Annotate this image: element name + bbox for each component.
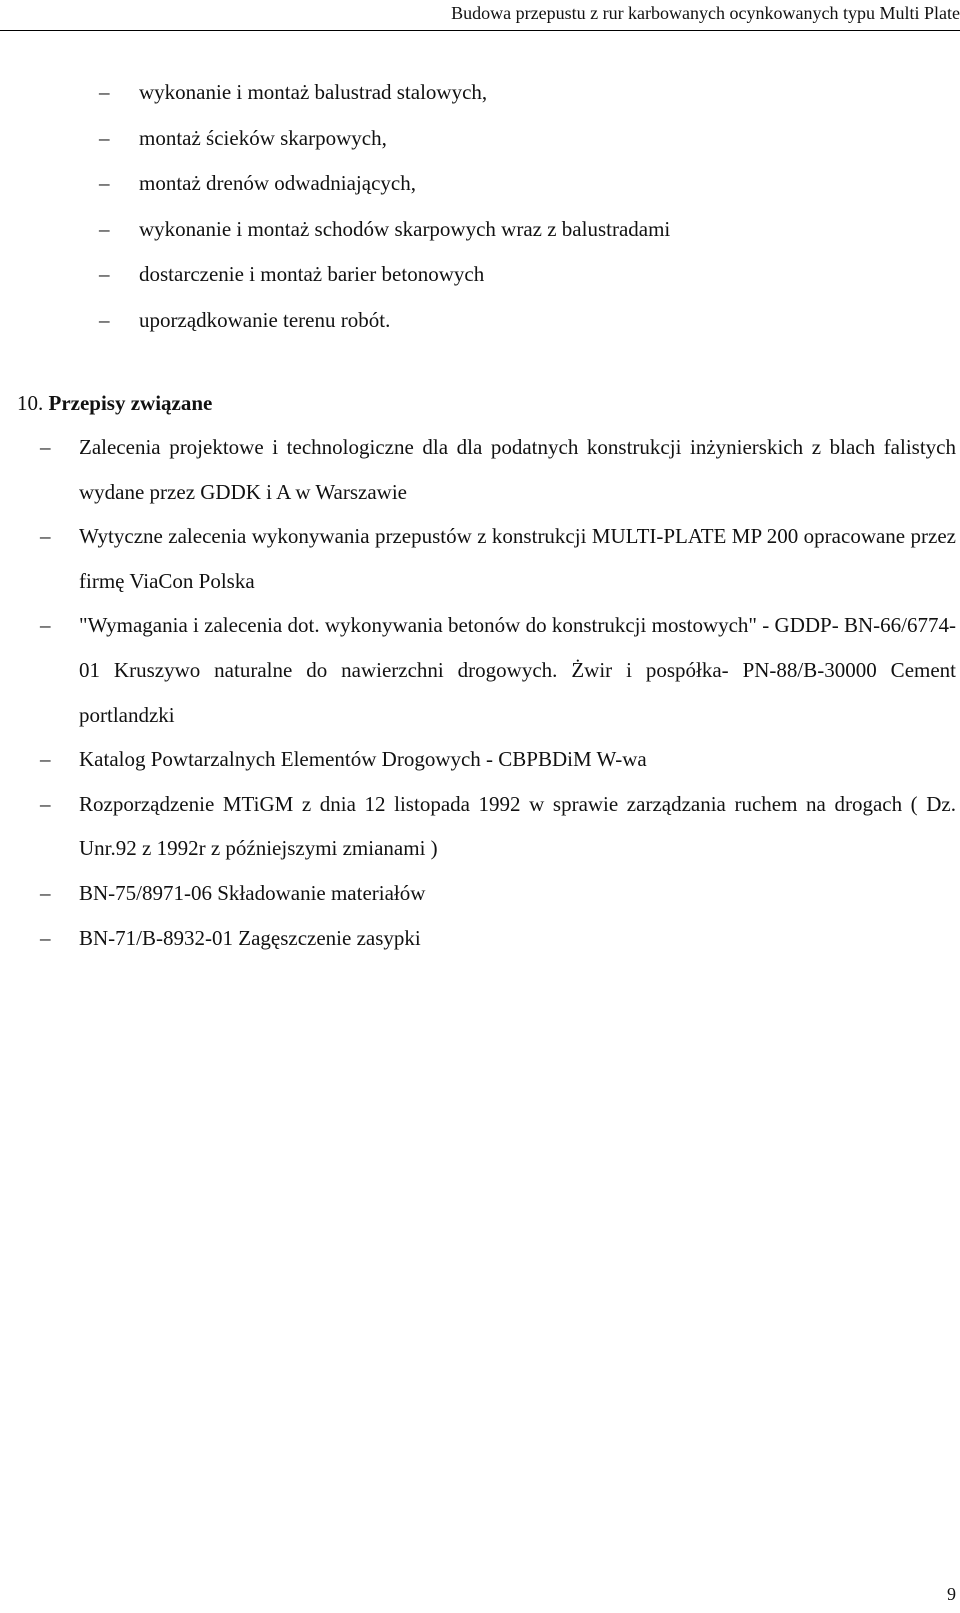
- reference-text: Katalog Powtarzalnych Elementów Drogowych - CBPBDiM W-wa: [79, 747, 647, 772]
- dash-bullet: –: [99, 125, 110, 150]
- reference-text: Zalecenia projektowe i technologiczne dla dla podatnych konstrukcji inżynierskich z blach falistych wydane przez GDDK i A w Warszawie: [79, 435, 956, 504]
- reference-text: BN-75/8971-06 Składowanie materiałów: [79, 880, 426, 905]
- list-item: [0, 782, 960, 871]
- list-item: [0, 116, 960, 162]
- list-item: [0, 425, 960, 514]
- section-number: 10.: [17, 391, 44, 415]
- dash-bullet: –: [40, 880, 51, 905]
- list-item: [0, 70, 960, 116]
- dash-bullet: –: [40, 925, 51, 950]
- list-item-text: wykonanie i montaż balustrad stalowych,: [139, 80, 488, 104]
- page-number: 9: [947, 1584, 956, 1604]
- list-item: [0, 871, 960, 916]
- list-item: [0, 916, 960, 961]
- references-list: [0, 425, 960, 960]
- list-item-text: wykonanie i montaż schodów skarpowych wraz z balustradami: [139, 216, 671, 241]
- list-item: [0, 737, 960, 782]
- list-item: [0, 514, 960, 603]
- list-item: [0, 161, 960, 207]
- section-heading: [17, 388, 212, 418]
- reference-text: BN-71/B-8932-01 Zagęszczenie zasypki: [79, 925, 421, 950]
- page-header: [0, 0, 960, 31]
- list-item: [0, 207, 960, 253]
- list-item: [0, 603, 960, 737]
- list-item: [0, 298, 960, 344]
- dash-bullet: –: [40, 613, 51, 638]
- reference-text: Rozporządzenie MTiGM z dnia 12 listopada 1992 w sprawie zarządzania ruchem na drogach ( Dz. Unr.92 z 1992r z późniejszymi zmianami ): [79, 791, 956, 861]
- dash-bullet: –: [40, 524, 51, 549]
- dash-bullet: –: [99, 80, 110, 104]
- list-item-text: uporządkowanie terenu robót.: [139, 307, 391, 332]
- works-list: [0, 70, 960, 343]
- section-title: Przepisy związane: [48, 391, 213, 415]
- dash-bullet: –: [99, 262, 110, 286]
- dash-bullet: –: [40, 435, 51, 459]
- list-item-text: montaż ścieków skarpowych,: [139, 125, 387, 150]
- dash-bullet: –: [99, 171, 110, 195]
- dash-bullet: –: [99, 216, 110, 241]
- list-item-text: montaż drenów odwadniających,: [139, 171, 416, 195]
- list-item-text: dostarczenie i montaż barier betonowych: [139, 262, 485, 286]
- list-item: [0, 252, 960, 298]
- dash-bullet: –: [99, 307, 110, 332]
- document-title: Budowa przepustu z rur karbowanych ocynkowanych typu Multi Plate: [451, 3, 960, 23]
- dash-bullet: –: [40, 747, 51, 772]
- dash-bullet: –: [40, 791, 51, 816]
- reference-text: "Wymagania i zalecenia dot. wykonywania betonów do konstrukcji mostowych" - GDDP- BN-66/6774-01 Kruszywo naturalne do nawierzchni drogowych. Żwir i pospółka- PN-88/B-30000 Cement portlandzki: [79, 613, 956, 727]
- reference-text: Wytyczne zalecenia wykonywania przepustów z konstrukcji MULTI-PLATE MP 200 opracowane przez firmę ViaCon Polska: [79, 524, 956, 593]
